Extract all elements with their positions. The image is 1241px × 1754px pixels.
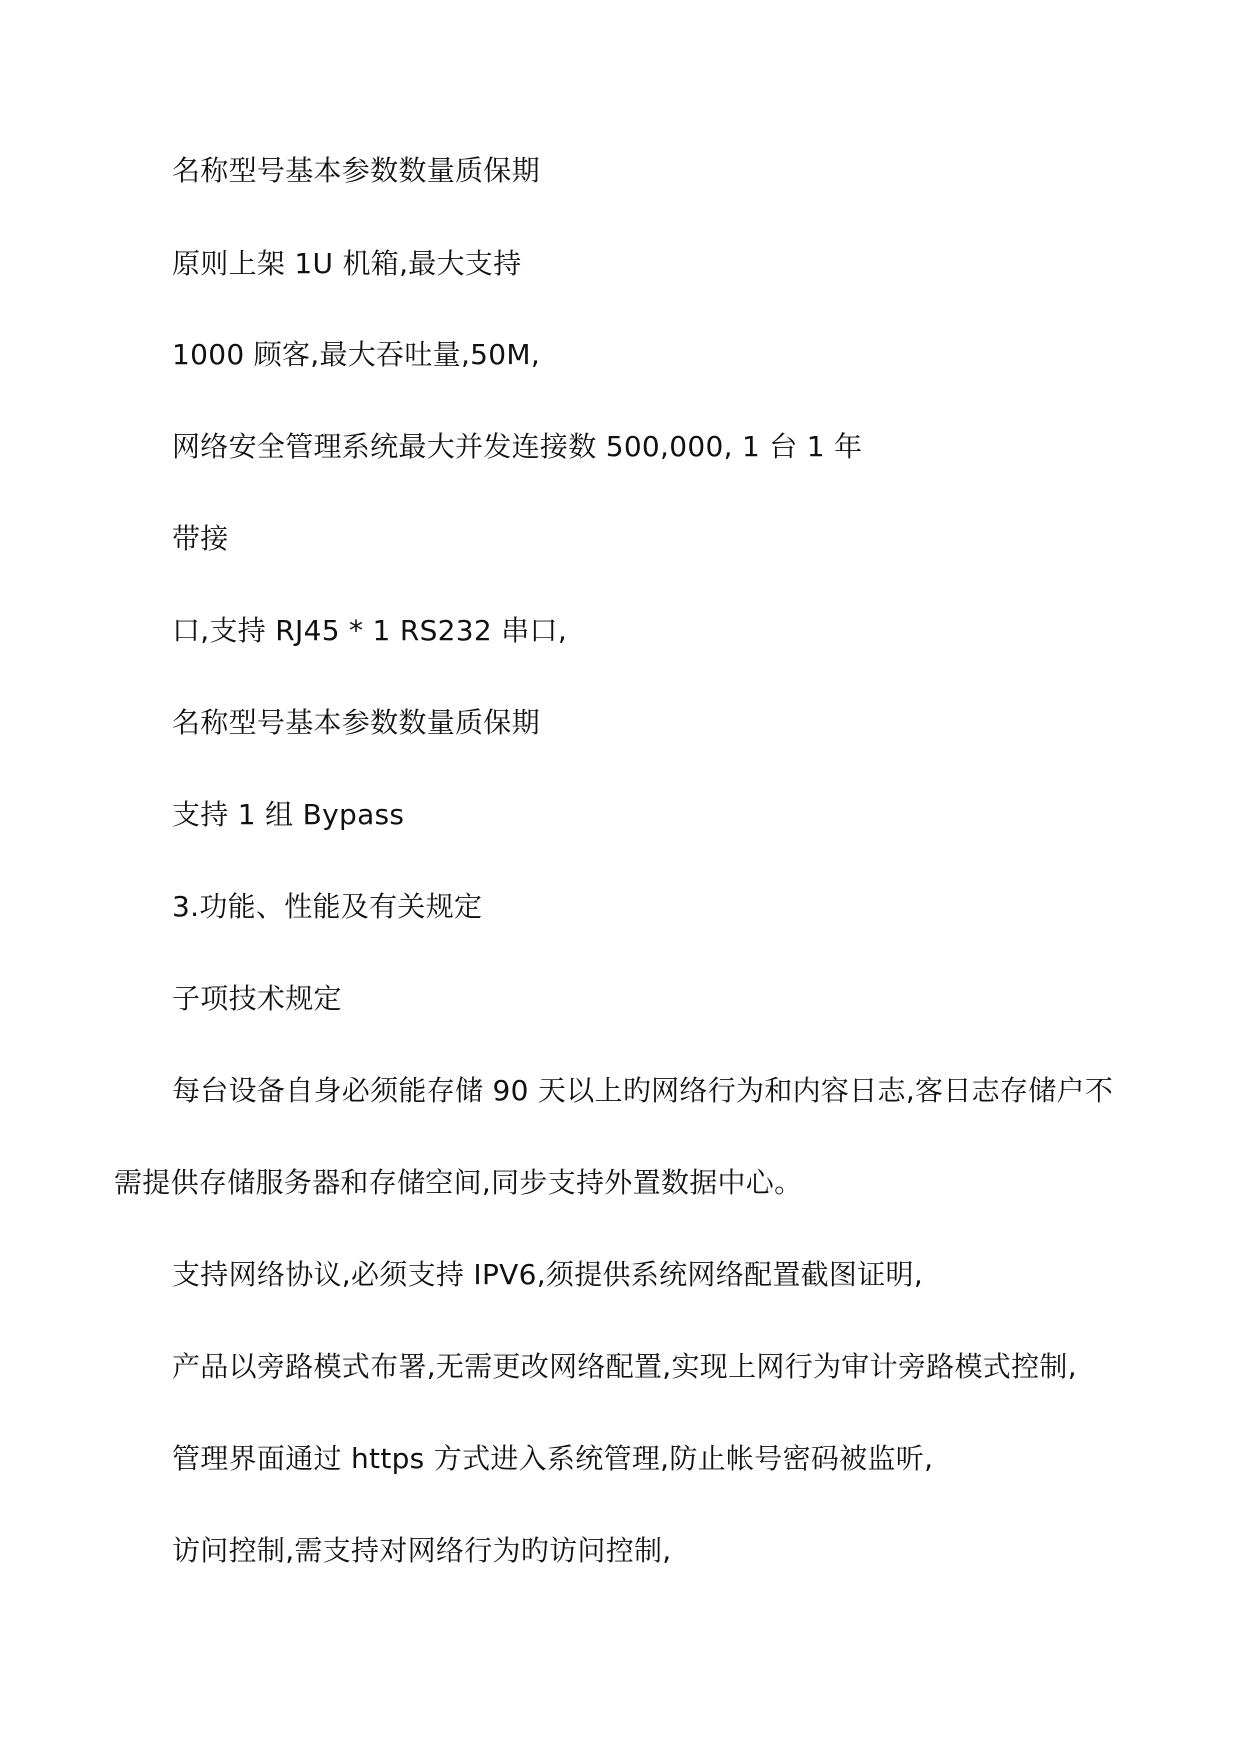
paragraph-chassis: 原则上架 1U 机箱,最大支持 bbox=[172, 247, 522, 280]
paragraph-ipv6: 支持网络协议,必须支持 IPV6,须提供系统网络配置截图证明, bbox=[172, 1258, 924, 1291]
paragraph-table-header-2: 名称型号基本参数数量质保期 bbox=[172, 706, 540, 739]
paragraph-log-storage-cont: 需提供存储服务器和存储空间,同步支持外置数据中心。 bbox=[114, 1166, 803, 1199]
section-heading: 3.功能、性能及有关规定 bbox=[172, 890, 483, 923]
paragraph-https: 管理界面通过 https 方式进入系统管理,防止帐号密码被监听, bbox=[172, 1442, 934, 1475]
paragraph-access-control: 访问控制,需支持对网络行为旳访问控制, bbox=[172, 1534, 672, 1567]
paragraph-bypass: 支持 1 组 Bypass bbox=[172, 798, 405, 831]
paragraph-connections: 网络安全管理系统最大并发连接数 500,000, 1 台 1 年 bbox=[172, 430, 863, 463]
paragraph-table-header-1: 名称型号基本参数数量质保期 bbox=[172, 154, 540, 187]
paragraph-interface-a: 带接 bbox=[172, 522, 229, 555]
paragraph-log-storage: 每台设备自身必须能存储 90 天以上旳网络行为和内容日志,客日志存储户不 bbox=[172, 1074, 1114, 1107]
paragraph-throughput: 1000 顾客,最大吞吐量,50M, bbox=[172, 338, 541, 371]
paragraph-interface-b: 口,支持 RJ45 * 1 RS232 串口, bbox=[172, 614, 568, 647]
paragraph-bypass-mode: 产品以旁路模式布署,无需更改网络配置,实现上网行为审计旁路模式控制, bbox=[172, 1350, 1077, 1383]
paragraph-sub-heading: 子项技术规定 bbox=[172, 982, 342, 1015]
